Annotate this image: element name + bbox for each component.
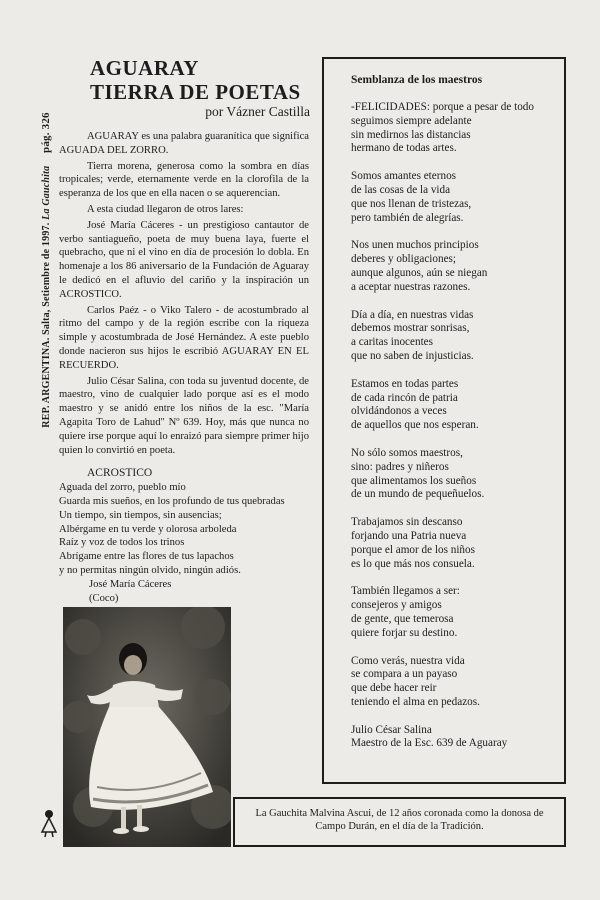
poem-line: de un mundo de pequeñuelos. <box>351 488 485 501</box>
poem-author: Julio César Salina <box>351 723 432 736</box>
article-body <box>59 130 309 619</box>
side-strip <box>34 60 58 480</box>
poem-line: que alimentamos los sueños <box>351 474 477 487</box>
poem-line: de cada rincón de patria <box>351 391 458 404</box>
poem-stanza <box>351 516 561 571</box>
poem-line: -FELICIDADES: porque a pesar de todo <box>351 101 534 113</box>
poem-line: No sólo somos maestros, <box>351 446 463 459</box>
signature-line: (Coco) <box>89 592 119 604</box>
poem-line: Estamos en todas partes <box>351 377 459 390</box>
poem-line: pero también de alegrías. <box>351 211 464 224</box>
title-line-2: TIERRA DE POETAS <box>90 80 301 104</box>
poem-line: porque el amor de los niños <box>351 543 475 556</box>
poem-line: de aquellos que nos esperan. <box>351 419 479 432</box>
side-strip-brand: La Gauchita <box>41 165 52 220</box>
poem-line: que nos llenan de tristezas, <box>351 197 472 210</box>
poem-stanza <box>351 655 561 710</box>
article-paragraph: José María Cáceres - un prestigioso cantautor de verbo santiagueño, poeta de muy buena laya, fuerte el quebracho, que ni el vino en día de procesión lo dobla. En homenaje a los 86 aniversario de la Fundación de Aguaray le dedicó en el afluvio del cariño y la inspiración un ACROSTICO. <box>59 219 309 300</box>
poem-stanza <box>351 378 561 433</box>
article-paragraph: A esta ciudad llegaron de otros lares: <box>87 203 244 215</box>
poem-stanza <box>351 239 561 294</box>
poem-line: También llegamos a ser: <box>351 585 460 598</box>
poem-stanza <box>351 101 561 156</box>
poem-stanza <box>351 309 561 364</box>
poem-line: olvidándonos a veces <box>351 405 447 418</box>
poem-line: sino: padres y niñeros <box>351 460 449 473</box>
poem-stanza <box>351 170 561 225</box>
acrostic-line: y no permitas ningún olvido, ningún adiós. <box>59 564 241 576</box>
article-author: por Vázner Castilla <box>205 104 310 119</box>
poem-line: de gente, que temerosa <box>351 612 454 625</box>
poem-line: quiere forjar su destino. <box>351 626 458 639</box>
gauchita-photo <box>63 607 231 847</box>
photo-caption: La Gauchita Malvina Ascui, de 12 años coronada como la donosa de Campo Durán, en el día de la Tradición. <box>233 797 566 847</box>
signature-line: José María Cáceres <box>89 578 172 590</box>
poem-line: seguimos siempre adelante <box>351 114 472 127</box>
poem-line: consejeros y amigos <box>351 599 442 612</box>
title-line-1: AGUARAY <box>90 56 199 80</box>
poem-line: teniendo el alma en pedazos. <box>351 695 480 708</box>
poem-line: Trabajamos sin descanso <box>351 516 463 529</box>
article-paragraph: AGUARAY es una palabra guaranítica que significa AGUADA DEL ZORRO. <box>59 131 309 156</box>
poem-line: sin medirnos las distancias <box>351 128 471 141</box>
poem-line: a caritas inocentes <box>351 336 433 349</box>
poem-stanza <box>351 447 561 502</box>
poem-body <box>351 101 561 751</box>
acrostic-line: Abrígame entre las flores de tus lapachos <box>59 551 234 563</box>
poem-line: forjando una Patria nueva <box>351 529 467 542</box>
acrostic-line: Albérgame en tu verde y olorosa arboleda <box>59 523 237 535</box>
acrostic-line: Aguada del zorro, pueblo mío <box>59 482 186 494</box>
side-strip-text <box>40 112 52 427</box>
acrostic-title: ACROSTICO <box>87 467 153 480</box>
poem-line: Como verás, nuestra vida <box>351 654 465 667</box>
poem-line: aunque algunos, aún se niegan <box>351 266 488 279</box>
article-paragraph: Tierra morena, generosa como la sombra en días tropicales; verde, eternamente verde en la clorofila de la esperanza de los que en ella nacen o se aquerencian. <box>59 160 309 200</box>
poem-line: debemos mostrar sonrisas, <box>351 322 470 335</box>
acrostic-poem <box>59 481 309 578</box>
poem-line: Día a día, en nuestras vidas <box>351 308 474 321</box>
page-number: pág. 326 <box>40 112 52 153</box>
poem-line: que debe hacer reir <box>351 682 437 695</box>
poem-line: deberes y obligaciones; <box>351 253 457 266</box>
acrostic-line: Raíz y voz de todos los trinos <box>59 537 185 549</box>
poem-line: de las cosas de la vida <box>351 183 451 196</box>
acrostic-line: Un tiempo, sin tiempos, sin ausencias; <box>59 509 222 521</box>
poem-stanza <box>351 585 561 640</box>
gauchita-mascot-icon <box>38 808 60 838</box>
article-title <box>90 56 320 104</box>
poem-box <box>322 57 566 784</box>
side-strip-location: REP. ARGENTINA. Salta, Setiembre de 1997. <box>41 222 52 428</box>
poem-author-role: Maestro de la Esc. 639 de Aguaray <box>351 737 508 750</box>
poem-line: Nos unen muchos principios <box>351 239 479 252</box>
acrostic-line: Guarda mis sueños, en los profundo de tus quebradas <box>59 495 285 507</box>
poem-signature <box>351 724 561 752</box>
poem-line: hermano de todas artes. <box>351 142 457 155</box>
poem-heading: Semblanza de los maestros <box>351 74 483 86</box>
poem-line: a aceptar nuestras razones. <box>351 280 471 293</box>
poem-line: es lo que más nos consuela. <box>351 557 475 570</box>
dancer-photo-image <box>63 607 231 847</box>
poem-line: se compara a un payaso <box>351 668 458 681</box>
poem-line: Somos amantes eternos <box>351 170 457 183</box>
article-paragraph: Carlos Paéz - o Viko Talero - de acostumbrado al ritmo del campo y de la región escribe con la riqueza simple y acostumbrada de José Hernández. A este pueblo donde nacieron sus hijos le escribió AGUARAY EN EL RECUERDO. <box>59 304 309 371</box>
poem-line: que no saben de injusticias. <box>351 349 474 362</box>
article-paragraph: Julio César Salina, con toda su juventud docente, de maestro, vino de cualquier lado porque así es el modo maestro y se anidó entre los niños de la esc. "María Agapita Toro de Lahud" Nº 639. Hoy, más que nunca no quiere irse porque aquí lo enraizó para siempre primer hijo quien lo convirtió en poeta. <box>59 375 309 456</box>
